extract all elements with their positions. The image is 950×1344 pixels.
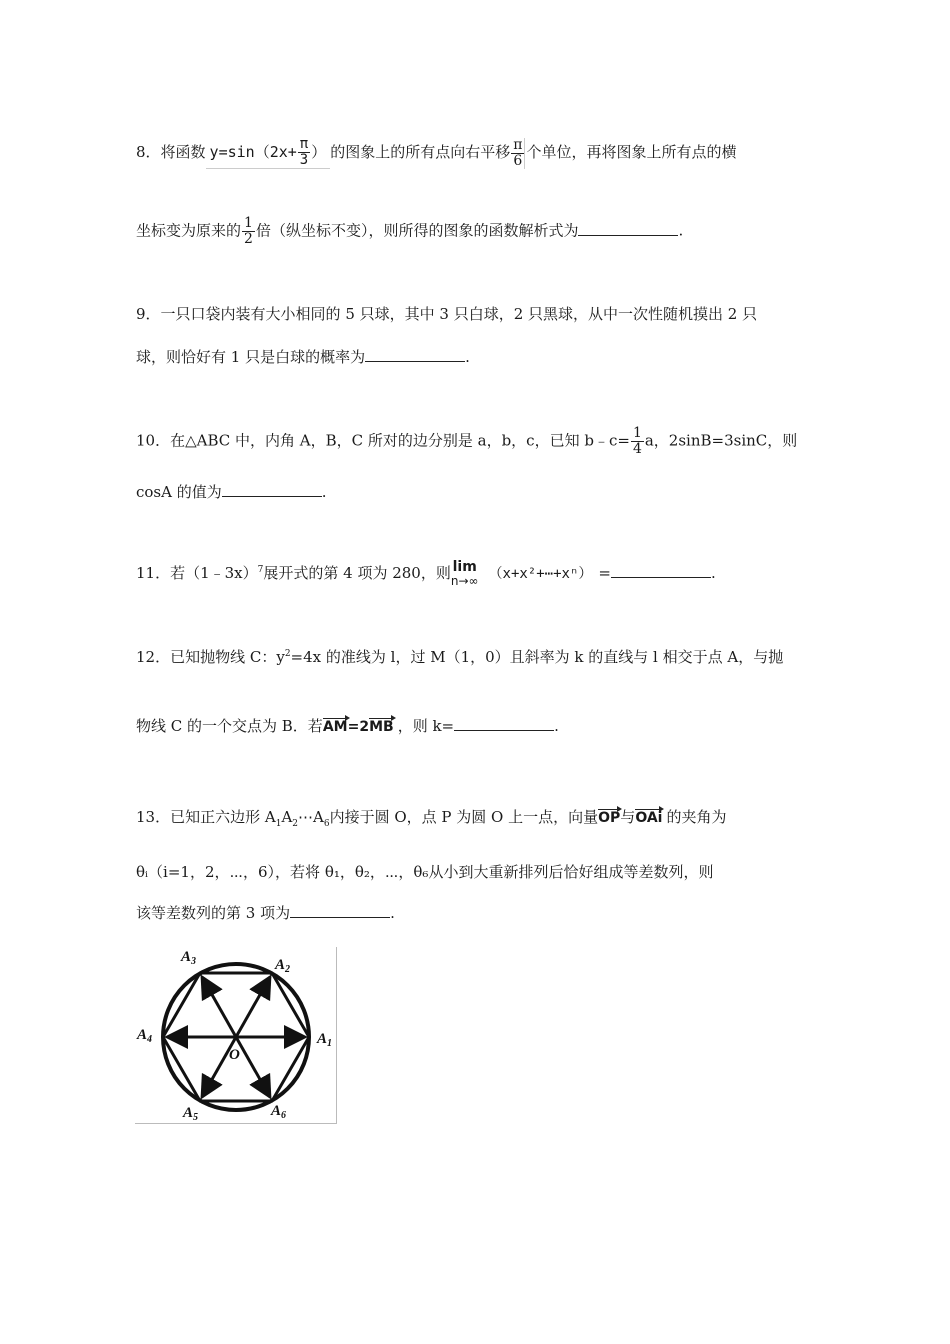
hexagon-diagram xyxy=(135,947,336,1123)
q8-line2-suffix: 倍（纵坐标不变），则所得的图象的函数解析式为 xyxy=(255,221,579,240)
vector-OA3 xyxy=(202,977,236,1037)
q11-exponent: 7 xyxy=(257,565,264,575)
label-A4: $A_4$ xyxy=(137,1027,153,1045)
q10-answer-blank[interactable] xyxy=(222,482,322,497)
q13-line1: 13．已知正六边形 $A_1A_2\cdots A_6$内接于圆 O，点 P 为圆 O 上一点，向量OP与OAi 的夹角为 xyxy=(136,808,727,829)
q12-answer-blank[interactable] xyxy=(454,716,554,731)
vector-OP: OP xyxy=(598,810,621,826)
q8-line1 xyxy=(136,137,736,169)
q13-line2: θᵢ（i=1，2，⋯，6），若将 θ₁，θ₂，⋯，θ₆从小到大重新排列后恰好组成等差数列，则 xyxy=(136,863,714,881)
q8-end: . xyxy=(678,221,684,240)
q11-mid: 展开式的第 4 项为 280，则 xyxy=(263,564,451,582)
q10-line2-text: cosA 的值为 xyxy=(136,483,222,501)
q13-line3: 该等差数列的第 3 项为 . xyxy=(136,904,395,922)
q10-line2 xyxy=(136,482,327,502)
q8-line2-prefix: 坐标变为原来的 xyxy=(136,221,242,240)
q10-prefix: 10．在△ABC 中，内角 A，B，C 所对的边分别是 a，b，c，已知 b﹣c= xyxy=(136,431,630,450)
q12-line2: 物线 C 的一个交点为 B．若AM=2MB ，则 k= . xyxy=(136,717,559,735)
q10-line1 xyxy=(136,426,797,457)
q11-line xyxy=(136,560,716,588)
q11-answer-blank[interactable] xyxy=(611,563,711,578)
label-A6: $A_6$ xyxy=(271,1103,287,1121)
label-O: O xyxy=(229,1047,240,1063)
label-A3: $A_3$ xyxy=(181,949,197,967)
q8-prefix: 8．将函数 xyxy=(136,143,206,161)
label-A2: $A_2$ xyxy=(275,957,291,975)
pi-over-3: $\frac{\pi}{3}$ xyxy=(299,136,309,168)
q8-suffix: 个单位，再将图象上所有点的横 xyxy=(526,143,737,161)
hexagon-figure xyxy=(135,947,337,1124)
one-quarter: $\frac{1}{4}$ xyxy=(632,425,642,457)
q9-line1: 9．一只口袋内装有大小相同的 5 只球，其中 3 只白球，2 只黑球，从中一次性随机摸出 2 只 xyxy=(136,305,758,323)
q8-answer-blank[interactable] xyxy=(578,221,678,236)
q10-end: . xyxy=(321,483,327,501)
label-A5: $A_5$ xyxy=(183,1105,199,1123)
vector-MB: MB xyxy=(369,719,394,735)
q13-answer-blank[interactable] xyxy=(290,903,390,918)
q8-function: y=sin（2x+ $\frac{\pi}{3}$ ） xyxy=(206,137,331,169)
q8-line2 xyxy=(136,216,683,247)
label-A1: $A_1$ xyxy=(317,1031,333,1049)
q8-mid: 的图象上的所有点向右平移 xyxy=(330,143,511,161)
vector-AM: AM xyxy=(322,719,348,735)
q12-line1: 12．已知抛物线 C：$y^2=4x$ 的准线为 l，过 M（1，0）且斜率为 k 的直线与 l 相交于点 A，与抛 xyxy=(136,648,784,666)
pi-over-6: $\frac{\pi}{6}$ xyxy=(511,138,525,169)
limit-symbol: lim n→∞ xyxy=(450,559,479,588)
q9-end: . xyxy=(465,348,470,366)
vector-OA5 xyxy=(202,1037,236,1097)
q11-end: . xyxy=(710,564,716,582)
q9-line2 xyxy=(136,347,470,367)
vector-OA6 xyxy=(236,1037,270,1097)
q11-equals: = xyxy=(598,564,611,582)
q9-line2-text: 球，则恰好有 1 只是白球的概率为 xyxy=(136,348,366,366)
q11-prefix: 11．若（1﹣3x） xyxy=(136,564,258,582)
vector-OA2 xyxy=(236,977,270,1037)
q9-answer-blank[interactable] xyxy=(365,347,465,362)
q11-series: （x+x²+⋯+xⁿ） xyxy=(488,566,593,582)
one-half: $\frac{1}{2}$ xyxy=(244,215,253,247)
q10-suffix: a，2sinB=3sinC，则 xyxy=(644,431,798,450)
vector-OAi: OAi xyxy=(635,810,663,826)
